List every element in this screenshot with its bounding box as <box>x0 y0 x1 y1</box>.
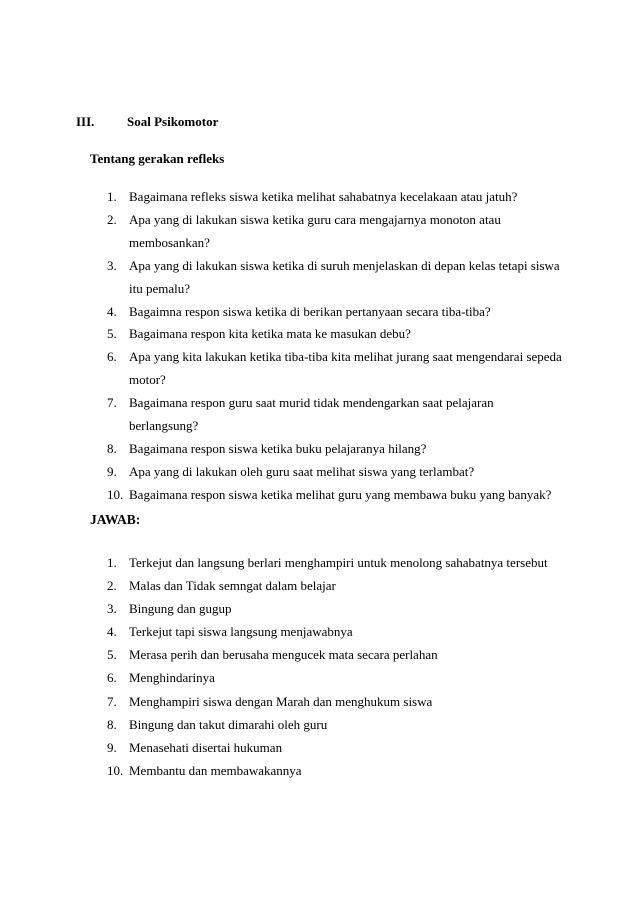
answer-text: Terkejut tapi siswa langsung menjawabnya <box>129 624 353 640</box>
answer-item <box>0 666 563 689</box>
answer-number: 2. <box>107 578 117 594</box>
answer-text: Menghindarinya <box>129 670 215 686</box>
answer-number: 3. <box>107 601 117 617</box>
question-number: 2. <box>107 211 117 227</box>
question-number: 9. <box>107 463 117 479</box>
answer-number: 6. <box>107 670 117 686</box>
answers-heading: JAWAB: <box>90 512 141 527</box>
question-text: Bagaimana respon siswa ketika melihat guru yang membawa buku yang banyak? <box>129 486 552 502</box>
question-number: 4. <box>107 303 117 319</box>
answer-number: 9. <box>107 739 117 755</box>
answer-text: Terkejut dan langsung berlari menghampiri untuk menolong sahabatnya tersebut <box>129 555 548 570</box>
question-text: Apa yang di lakukan siswa ketika di suruh menjelaskan di depan kelas tetapi siswa itu pemalu? <box>129 257 560 296</box>
question-item <box>0 461 563 484</box>
answer-item <box>0 736 563 759</box>
question-item <box>0 186 563 209</box>
question-list <box>0 186 563 507</box>
answer-number: 10. <box>107 762 124 778</box>
question-item <box>0 209 563 255</box>
question-number: 7. <box>107 395 117 411</box>
answer-item <box>0 713 563 736</box>
question-text: Apa yang di lakukan oleh guru saat melihat siswa yang terlambat? <box>129 463 475 479</box>
question-item <box>0 301 563 324</box>
question-item <box>0 323 563 346</box>
answer-text: Bingung dan takut dimarahi oleh guru <box>129 716 328 732</box>
question-text: Bagaimana respon kita ketika mata ke masukan debu? <box>129 326 411 342</box>
question-text: Apa yang kita lakukan ketika tiba-tiba kita melihat jurang saat mengendarai sepeda motor? <box>129 349 562 388</box>
question-number: 6. <box>107 349 117 365</box>
topic-heading: Tentang gerakan refleks <box>90 151 225 166</box>
question-text: Bagaimna respon siswa ketika di berikan pertanyaan secara tiba-tiba? <box>129 303 491 319</box>
question-item <box>0 484 563 507</box>
question-text: Bagaimana respon guru saat murid tidak mendengarkan saat pelajaran berlangsung? <box>129 395 494 434</box>
answer-text: Menasehati disertai hukuman <box>129 739 283 755</box>
question-text: Bagaimana respon siswa ketika buku pelajaranya hilang? <box>129 440 427 456</box>
question-number: 5. <box>107 326 117 342</box>
answer-list <box>0 551 563 782</box>
section-numeral: III. <box>76 114 95 129</box>
answer-item <box>0 574 563 597</box>
section-title: Soal Psikomotor <box>127 114 219 129</box>
question-text: Bagaimana refleks siswa ketika melihat sahabatnya kecelakaan atau jatuh? <box>129 189 518 204</box>
answer-number: 1. <box>107 555 117 570</box>
answer-number: 5. <box>107 647 117 663</box>
answer-item <box>0 643 563 666</box>
answer-item <box>0 690 563 713</box>
question-item <box>0 255 563 301</box>
answer-text: Merasa perih dan berusaha mengucek mata secara perlahan <box>129 647 438 663</box>
section-heading <box>76 114 218 130</box>
question-text: Apa yang di lakukan siswa ketika guru cara mengajarnya monoton atau membosankan? <box>129 211 501 250</box>
question-item <box>0 346 563 392</box>
answer-item <box>0 597 563 620</box>
question-number: 8. <box>107 440 117 456</box>
question-number: 10. <box>107 486 124 502</box>
question-number: 1. <box>107 189 117 204</box>
answer-number: 4. <box>107 624 117 640</box>
answer-item <box>0 759 563 782</box>
answer-item <box>0 551 563 574</box>
question-number: 3. <box>107 257 117 273</box>
answer-number: 7. <box>107 693 117 709</box>
answer-text: Malas dan Tidak semngat dalam belajar <box>129 578 336 594</box>
question-item <box>0 392 563 438</box>
answer-item <box>0 620 563 643</box>
answer-text: Membantu dan membawakannya <box>129 762 302 778</box>
answer-text: Bingung dan gugup <box>129 601 232 617</box>
answer-number: 8. <box>107 716 117 732</box>
answer-text: Menghampiri siswa dengan Marah dan menghukum siswa <box>129 693 433 709</box>
question-item <box>0 438 563 461</box>
